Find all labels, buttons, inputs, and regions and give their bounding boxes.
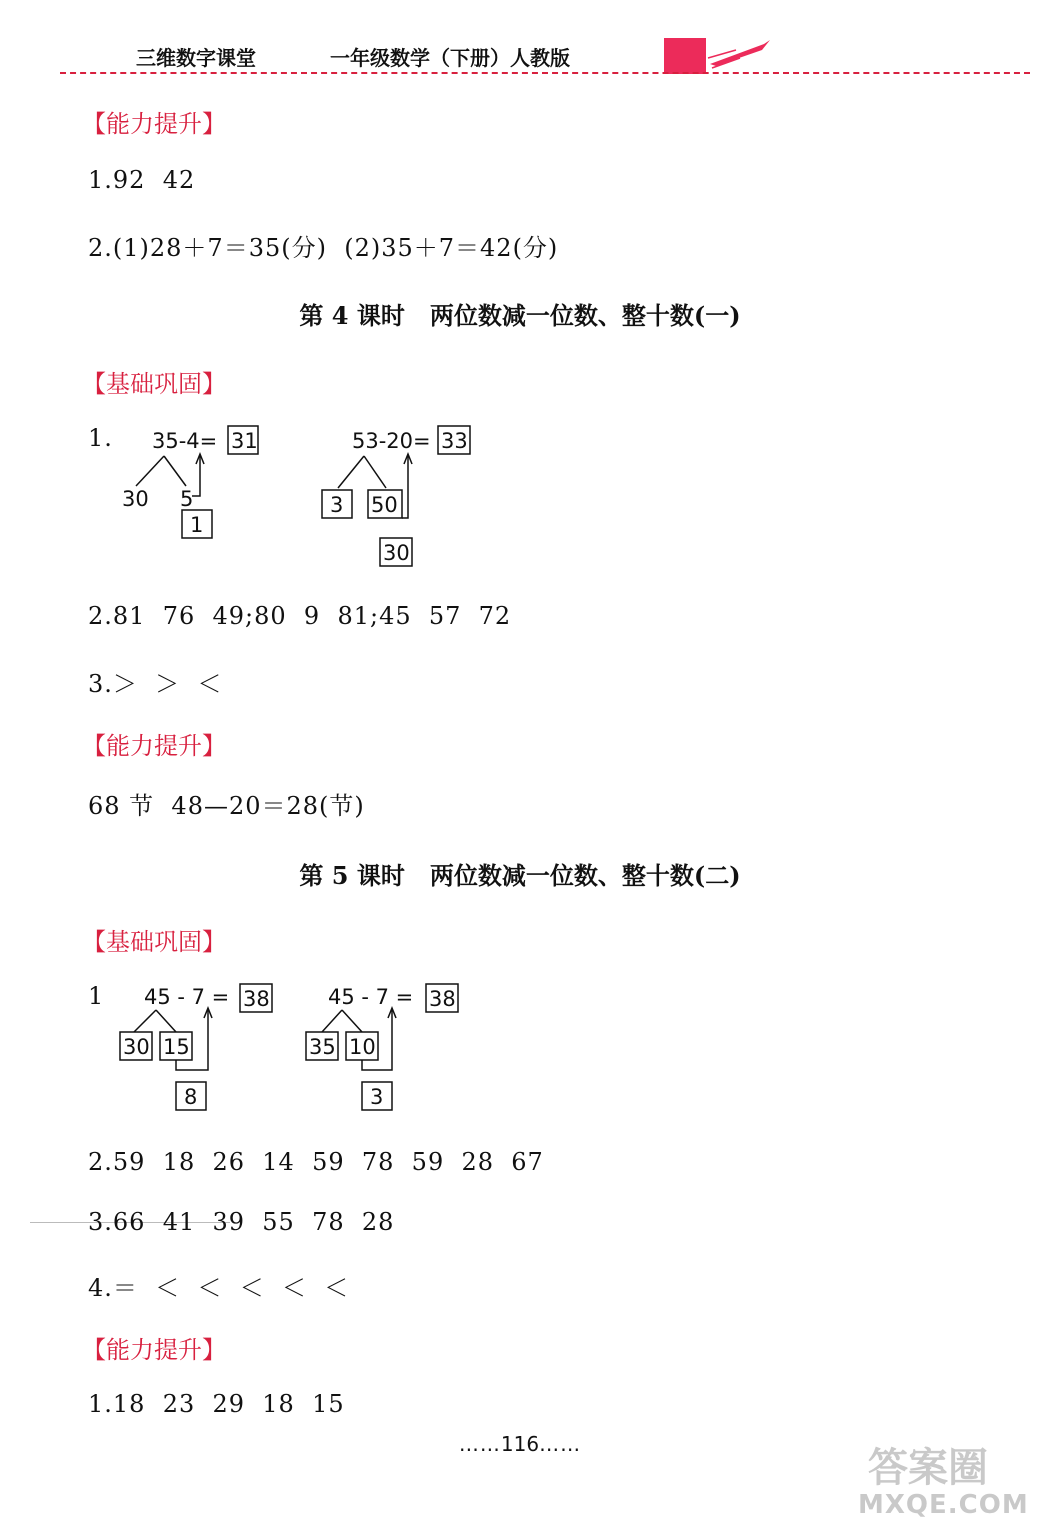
- result-value: 38: [243, 987, 270, 1011]
- split-right: 15: [163, 1035, 190, 1059]
- section-label-ability: 【能力提升】: [82, 1336, 226, 1364]
- answer-line: 1.18 23 29 18 15: [88, 1390, 345, 1418]
- answer-line: 3.66 41 39 55 78 28: [88, 1208, 395, 1236]
- answer-line: 1.92 42: [88, 166, 196, 194]
- header-divider: [60, 72, 1030, 74]
- header-logo-block: [664, 38, 706, 74]
- section-label-ability: 【能力提升】: [82, 110, 226, 138]
- lesson-title: 第 5 课时 两位数减一位数、整十数(二): [299, 861, 741, 890]
- question-number: 1: [88, 982, 105, 1010]
- section-label-ability: 【能力提升】: [82, 732, 226, 760]
- watermark-logo: 答案圈: [868, 1445, 988, 1491]
- diagram-expression: 35-4=: [152, 429, 218, 453]
- question-number: 1.: [88, 424, 113, 452]
- decomposition-diagram: [112, 980, 282, 1120]
- answer-line: 3.＞ ＞ ＜: [88, 670, 223, 698]
- diagram-expression: 45 - 7 =: [328, 985, 414, 1009]
- diagram-expression: 45 - 7 =: [144, 985, 230, 1009]
- split-right: 10: [349, 1035, 376, 1059]
- result-value: 38: [429, 987, 456, 1011]
- split-left: 35: [309, 1035, 336, 1059]
- split-right: 5: [180, 487, 194, 511]
- answer-line: 2.81 76 49;80 9 81;45 57 72: [88, 602, 512, 630]
- page-number: ……116……: [458, 1432, 582, 1456]
- answer-line: 2.59 18 26 14 59 78 59 28 67: [88, 1148, 544, 1176]
- split-right: 50: [371, 493, 398, 517]
- answer-value: 8: [184, 1085, 198, 1109]
- section-label-basic: 【基础巩固】: [82, 928, 226, 956]
- split-left: 30: [123, 1035, 150, 1059]
- rocket-icon: [706, 36, 772, 70]
- page-number-value: 116: [500, 1432, 540, 1456]
- answer-value: 3: [370, 1085, 384, 1109]
- answer-line: 68 节 48—20＝28(节): [88, 792, 365, 820]
- diagram-expression: 53-20=: [352, 429, 431, 453]
- result-value: 33: [441, 429, 468, 453]
- decomposition-diagram: [110, 418, 280, 548]
- watermark-url: MXQE.COM: [858, 1490, 1029, 1520]
- answer-value: 1: [190, 513, 204, 537]
- header-book-title: 一年级数学（下册）人教版: [330, 46, 570, 70]
- split-left: 3: [330, 493, 344, 517]
- result-value: 31: [231, 429, 258, 453]
- decomposition-diagram: [302, 980, 472, 1120]
- lesson-title: 第 4 课时 两位数减一位数、整十数(一): [299, 301, 741, 330]
- answer-value: 30: [383, 541, 410, 565]
- decomposition-diagram: [318, 418, 488, 578]
- answer-line: 2.(1)28＋7＝35(分) (2)35＋7＝42(分): [88, 234, 559, 262]
- section-label-basic: 【基础巩固】: [82, 370, 226, 398]
- header-series: 三维数字课堂: [136, 46, 256, 70]
- split-left: 30: [122, 487, 149, 511]
- answer-line: 4.＝ ＜ ＜ ＜ ＜ ＜: [88, 1274, 350, 1302]
